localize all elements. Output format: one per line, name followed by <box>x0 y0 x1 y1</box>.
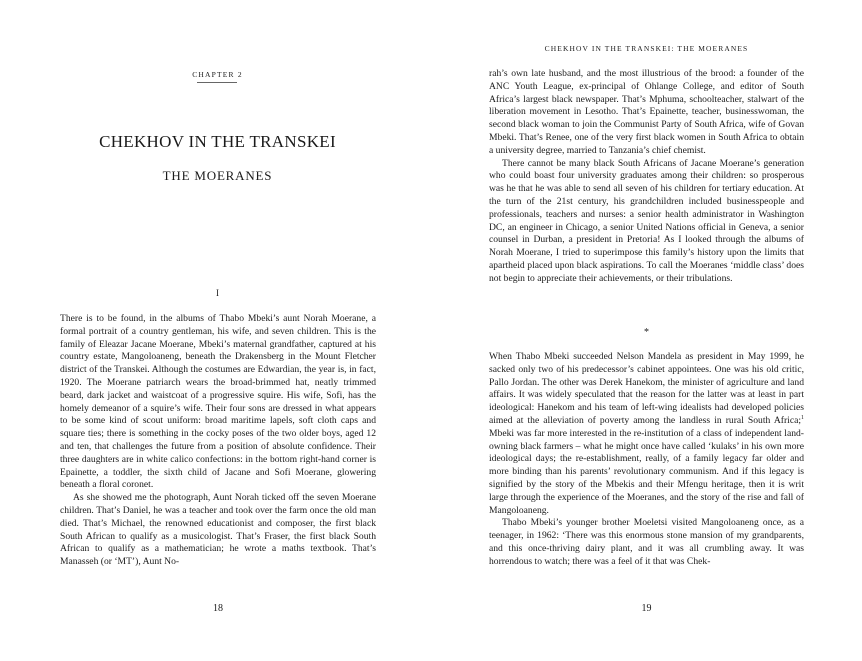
right-page <box>431 0 862 661</box>
right-body-text-top <box>489 68 804 286</box>
page-number: 18 <box>213 603 223 614</box>
page-number: 19 <box>641 603 652 614</box>
paragraph <box>489 351 804 517</box>
chapter-title: CHEKHOV IN THE TRANSKEI <box>99 132 336 151</box>
paragraph: There is to be found, in the albums of Thabo Mbeki’s aunt Norah Moerane, a formal portrait of a country gentleman, his wife, and seven children. This is the family of Eleazar Jacane Moerane, Mbeki’s maternal grandfather, captured at his country estate, Mangoloaneng, beneath the Drakensberg in the Mount Fletcher district of the Transkei. Although the costumes are Edwardian, the year is, in fact, 1920. The Moerane patriarch wears the broad-brimmed hat, neatly trimmed beard, dark jacket and waistcoat of a progressive squire. His wife, Sofi, has the homely demeanor of a squire’s wife. Their four sons are dressed in what appears to be some kind of scout uniform: broad maritime lapels, soft cloth caps and square ties; there is something in the cocky poses of the two older boys, aged 12 and ten, that challenges the future from a position of absolute confidence. Their three daughters are in white calico confections: in the bottom right-hand corner is Epainette, a toddler, the sixth child of Jacane and Sofi Moerane, glowering beneath a floral coronet. <box>60 313 376 491</box>
left-body-text <box>60 313 376 569</box>
chapter-label: CHAPTER 2 <box>192 70 243 79</box>
paragraph: Thabo Mbeki’s younger brother Moeletsi visited Mangoloaneng once, as a teenager, in 1962: ‘There was this enormous stone mansion of my grandparents, and this once-thriving dairy plant, and it was all crumbling away. It was horrendous to watch; there was a feel of it that was Chek- <box>489 517 804 567</box>
paragraph: There cannot be many black South Africans of Jacane Moerane’s generation who could boast four university graduates among their children: so prosperous was he that he was able to send all seven of his children for tertiary education. At the turn of the 21st century, his grandchildren included businesspeople and professionals, teachers and nurses: a senior health administrator in Washington DC, an engineer in Chicago, a senior United Nations official in Geneva, a senior counsel in Durban, a president in Pretoria! As I looked through the albums of Norah Moerane, I tried to superimpose this family’s history upon the limits that apartheid placed upon black aspirations. To call the Moeranes ‘middle class’ does not begin to appreciate their achievements, or their tribulations. <box>489 157 804 284</box>
right-body-text-bottom <box>489 351 804 569</box>
paragraph: As she showed me the photograph, Aunt Norah ticked off the seven Moerane children. That’s Daniel, he was a teacher and took over the farm once the old man died. That’s Michael, the renowned educationist and composer, the first black South African to qualify as a musicologist. That’s Fraser, the first black South African to qualify as a mathematician; he wrote a maths textbook. That’s Manasseh (or ‘MT’), Aunt No- <box>60 492 376 568</box>
paragraph-text: Mbeki was far more interested in the re-institution of a class of independent land-owning black farmers – what he might once have called ‘kulaks’ in his own more ideological days; the re-establishment, really, of a family legacy far older and more binding than his parents’ revolutionary communism. And if this legacy is signified by the story of the Mbekis and their Mfengu heritage, then it is writ large through the experience of the Moeranes, and the story of the rise and fall of Mangoloaneng. <box>489 427 804 516</box>
chapter-subtitle: THE MOERANES <box>162 168 273 183</box>
paragraph: rah’s own late husband, and the most illustrious of the brood: a founder of the ANC Youth League, ex-principal of Ohlange College, and editor of South Africa’s largest black newspaper. That’s Mphuma, schoolteacher, stalwart of the liberation movement in Lesotho. That’s Epainette, teacher, businesswoman, the second black woman to join the Communist Party of South Africa, wife of Govan Mbeki. That’s Renee, one of the very first black women in South Africa to obtain a university degree, married to Tanzania’s chief chemist. <box>489 68 804 156</box>
paragraph-text: When Thabo Mbeki succeeded Nelson Mandela as president in May 1999, he sacked only two of his predecessor’s cabinet appointees. One was his old critic, Pallo Jordan. The other was Derek Hanekom, the minister of agriculture and land affairs. It was widely speculated that the reason for the latter was at least in part ideological: Hanekom and his team of left-wing idealists had developed policies aimed at the alleviation of poverty among the landless in rural South Africa; <box>489 351 804 426</box>
running-head: CHEKHOV IN THE TRANSKEI: THE MOERANES <box>544 44 749 53</box>
section-break: * <box>644 327 649 338</box>
chapter-rule <box>197 82 237 83</box>
section-number: I <box>216 288 219 298</box>
footnote-marker[interactable]: 1 <box>801 414 804 421</box>
